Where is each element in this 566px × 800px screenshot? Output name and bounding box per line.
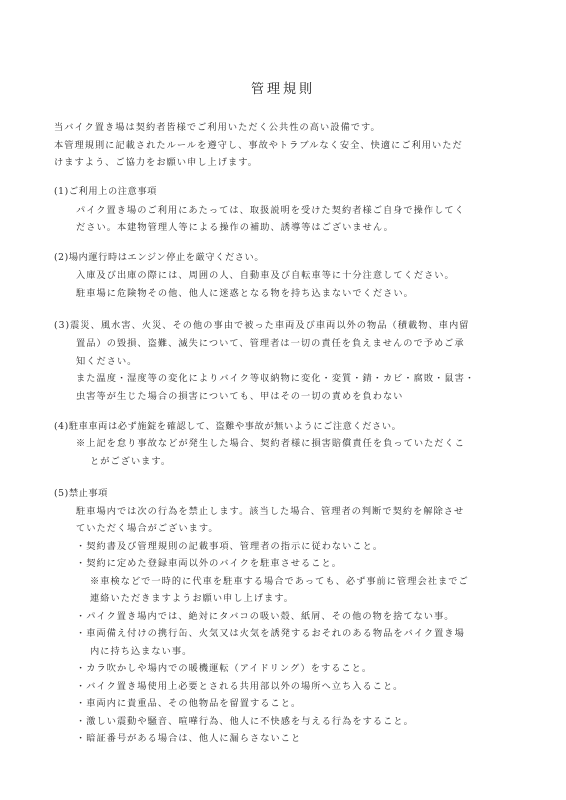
- section5-line-13: ・激しい震動や騒音、喧嘩行為、他人に不快感を与える行為をすること。: [76, 716, 414, 727]
- section5-line-6: 連絡いただきますようお願い申し上げます。: [90, 593, 295, 604]
- section5-line-3: ・契約書及び管理規則の記載事項、管理者の指示に従わないこと。: [76, 541, 384, 552]
- intro-line-1: 当バイク置き場は契約者皆様でご利用いただく公共性の高い設備です。: [54, 122, 381, 133]
- section3-line-3: 知ください。: [76, 356, 138, 367]
- intro-line-3: けますよう、ご協力をお願い申し上げます。: [54, 157, 259, 168]
- section3-line-2: 置品）の毀損、盗難、滅失について、管理者は一切の責任を負えませんので予めご承: [76, 338, 465, 349]
- section2-line-1: 入庫及び出庫の際には、周囲の人、自動車及び自転車等に十分注意してください。: [76, 270, 455, 281]
- section5-line-5: ※車検などで一時的に代車を駐車する場合であっても、必ず事前に管理会社までご: [90, 576, 469, 587]
- section1-line-2: ださい。本建物管理人等による操作の補助、誘導等はございません。: [76, 222, 394, 233]
- section5-line-2: ていただく場合がございます。: [76, 523, 219, 534]
- section5-line-4: ・契約に定めた登録車両以外のバイクを駐車させること。: [76, 558, 342, 569]
- section4-line-2: とがございます。: [90, 456, 172, 467]
- section5-line-12: ・車両内に貴重品、その他物品を留置すること。: [76, 698, 302, 709]
- section5-heading: (5)禁止事項: [54, 488, 108, 499]
- section5-line-7: ・パイク置き場内では、絶対にタバコの吸い殻、紙屑、その他の物を捨てない事。: [76, 611, 455, 622]
- section3-line-1: (3)震災、風水害、火災、その他の事由で被った車両及び車両以外の物品（積載物、車内留: [54, 320, 470, 331]
- section5-line-9: 内に持ち込まない事。: [90, 646, 193, 657]
- section1-heading: (1)ご利用上の注意事項: [54, 186, 157, 197]
- section1-line-1: パイク置き場のご利用にあたっては、取扱説明を受けた契約者様ご自身で操作してく: [76, 205, 465, 216]
- section5-line-14: ・暗証番号がある場合は、他人に漏らさないこと: [76, 733, 302, 744]
- section2-line-2: 駐車場に危険物その他、他人に迷惑となる物を持ち込まないでください。: [76, 288, 414, 299]
- section4-heading: (4)駐車車両は必ず施錠を確認して、盗難や事故が無いようにご注意ください。: [54, 421, 402, 432]
- section5-line-11: ・バイク置き場使用上必要とされる共用部以外の場所へ立ち入ること。: [76, 681, 404, 692]
- section3-line-5: 虫害等が生じた場合の損害についても、甲はその一切の責めを負わない: [76, 391, 404, 402]
- section5-line-10: ・カラ吹かしや場内での暖機運転（アイドリング）をすること。: [76, 663, 373, 674]
- page-title: 管理規則: [250, 82, 315, 97]
- intro-line-2: 本管理規則に記載されたルールを遵守し、事故やトラブルなく安全、快適にご利用いただ: [54, 140, 463, 151]
- section3-line-4: また温度・湿度等の変化によりバイク等収納物に変化・変質・錆・カビ・腐敗・鼠害・: [76, 373, 476, 384]
- section5-line-1: 駐車場内では次の行為を禁止します。該当した場合、管理者の判断で契約を解除させ: [76, 506, 465, 517]
- section2-heading: (2)場内運行時はエンジン停止を厳守ください。: [54, 252, 265, 263]
- section5-line-8: ・車両備え付けの携行缶、火気又は火気を誘発するおそれのある物品をバイク置き場: [76, 628, 465, 639]
- section4-line-1: ※上記を怠り事故などが発生した場合、契約者様に損害賠償責任を負っていただくこ: [76, 438, 466, 449]
